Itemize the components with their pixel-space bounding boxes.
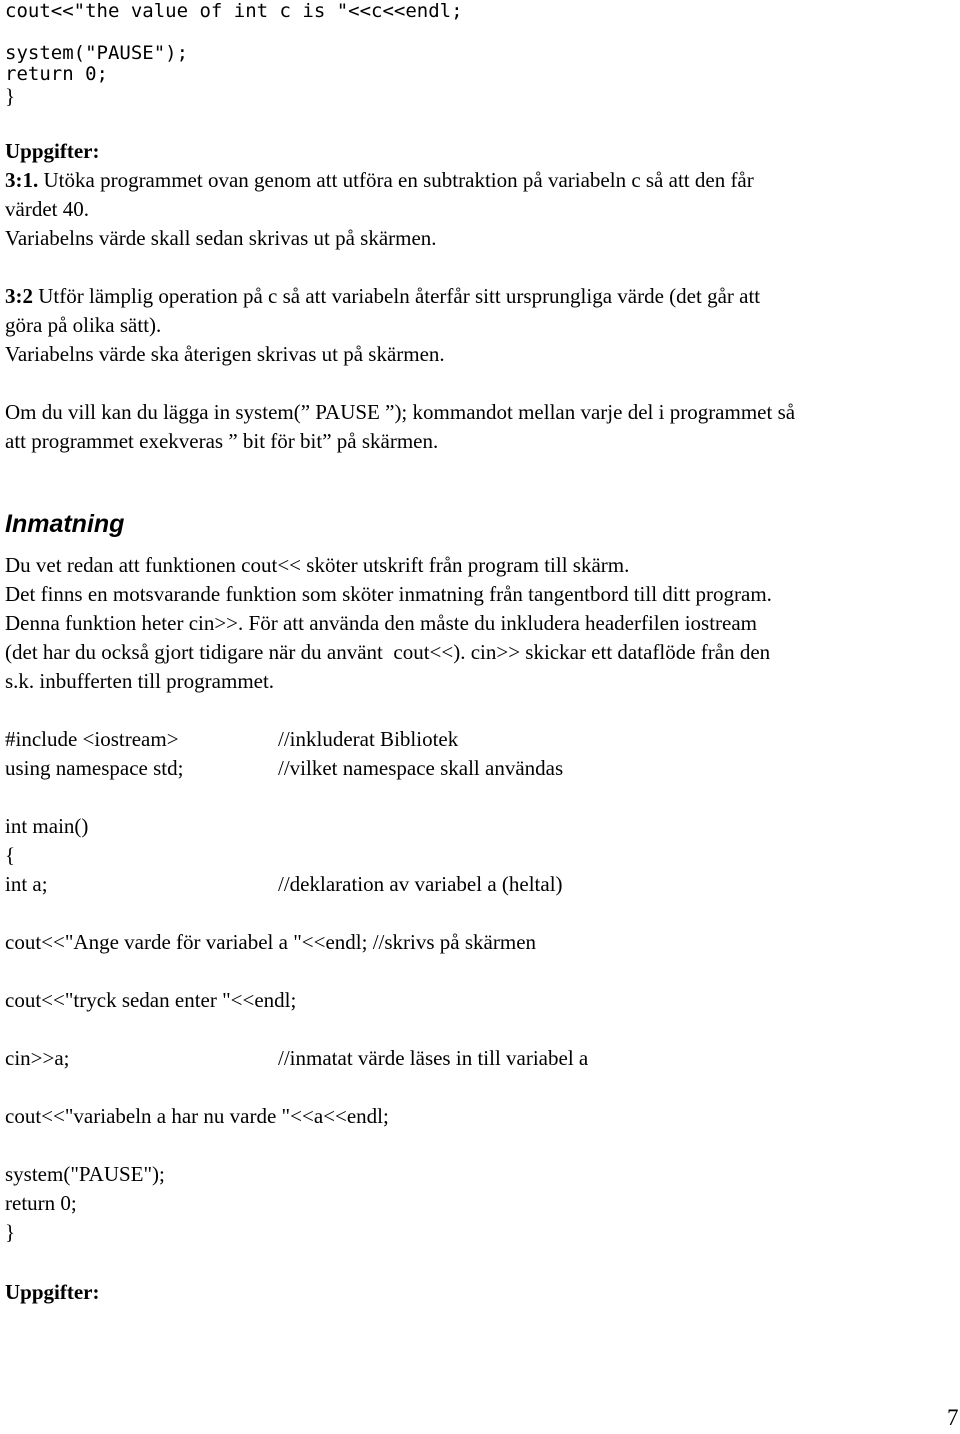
pause-hint-line2: att programmet exekveras ” bit för bit” på skärmen. bbox=[5, 429, 439, 453]
code-line-return: return 0; bbox=[5, 63, 108, 85]
inmatning-para-line1: Du vet redan att funktionen cout<< sköter utskrift från program till skärm. bbox=[5, 553, 630, 577]
inmatning-heading: Inmatning bbox=[5, 510, 125, 538]
code-line-close-brace: } bbox=[5, 84, 16, 108]
task-3-1-line2: värdet 40. bbox=[5, 197, 89, 221]
inmatning-para-line4: (det har du också gjort tidigare när du använt cout<<). cin>> skickar ett dataflöde från den bbox=[5, 640, 771, 664]
code-using: using namespace std; bbox=[5, 756, 184, 780]
pause-hint-line1: Om du vill kan du lägga in system(” PAUSE ”); kommandot mellan varje del i programmet så bbox=[5, 400, 796, 424]
uppgifter-heading-2: Uppgifter: bbox=[5, 1280, 100, 1304]
code-cout-ange: cout<<"Ange varde för variabel a "<<endl; //skrivs på skärmen bbox=[5, 930, 537, 954]
task-3-1-number: 3:1. bbox=[5, 168, 39, 192]
task-3-2-line3: Variabelns värde ska återigen skrivas ut på skärmen. bbox=[5, 342, 445, 366]
code-cout-tryck: cout<<"tryck sedan enter "<<endl; bbox=[5, 988, 297, 1012]
task-3-1-line3: Variabelns värde skall sedan skrivas ut på skärmen. bbox=[5, 226, 437, 250]
task-3-2-text: Utför lämplig operation på c så att variabeln återfår sitt ursprungliga värde (det går att bbox=[33, 284, 761, 308]
code-close-brace: } bbox=[5, 1220, 16, 1244]
code-line-pause: system("PAUSE"); bbox=[5, 42, 189, 64]
code-include-comment: //inkluderat Bibliotek bbox=[278, 727, 459, 751]
page-number: 7 bbox=[947, 1405, 959, 1430]
code-int-a-comment: //deklaration av variabel a (heltal) bbox=[278, 872, 563, 896]
code-using-comment: //vilket namespace skall användas bbox=[278, 756, 564, 780]
code-cout-variabeln: cout<<"variabeln a har nu varde "<<a<<endl; bbox=[5, 1104, 389, 1128]
code-system-pause: system("PAUSE"); bbox=[5, 1162, 165, 1186]
code-cin: cin>>a; bbox=[5, 1046, 70, 1070]
code-cin-comment: //inmatat värde läses in till variabel a bbox=[278, 1046, 589, 1070]
task-3-2-line1 bbox=[5, 284, 760, 309]
code-main: int main() bbox=[5, 814, 89, 838]
task-3-2-line2: göra på olika sätt). bbox=[5, 313, 162, 337]
code-open-brace: { bbox=[5, 843, 16, 867]
task-3-1-line1 bbox=[5, 168, 754, 193]
task-3-2-number: 3:2 bbox=[5, 284, 33, 308]
inmatning-para-line2: Det finns en motsvarande funktion som sköter inmatning från tangentbord till ditt program. bbox=[5, 582, 772, 606]
inmatning-para-line3: Denna funktion heter cin>>. För att använda den måste du inkludera headerfilen iostream bbox=[5, 611, 758, 635]
uppgifter-heading: Uppgifter: bbox=[5, 139, 100, 163]
code-include: #include <iostream> bbox=[5, 727, 179, 751]
code-line-cout-c: cout<<"the value of int c is "<<c<<endl; bbox=[5, 0, 463, 22]
code-return: return 0; bbox=[5, 1191, 77, 1215]
inmatning-para-line5: s.k. inbufferten till programmet. bbox=[5, 669, 275, 693]
code-int-a: int a; bbox=[5, 872, 48, 896]
task-3-1-text: Utöka programmet ovan genom att utföra en subtraktion på variabeln c så att den får bbox=[38, 168, 754, 192]
